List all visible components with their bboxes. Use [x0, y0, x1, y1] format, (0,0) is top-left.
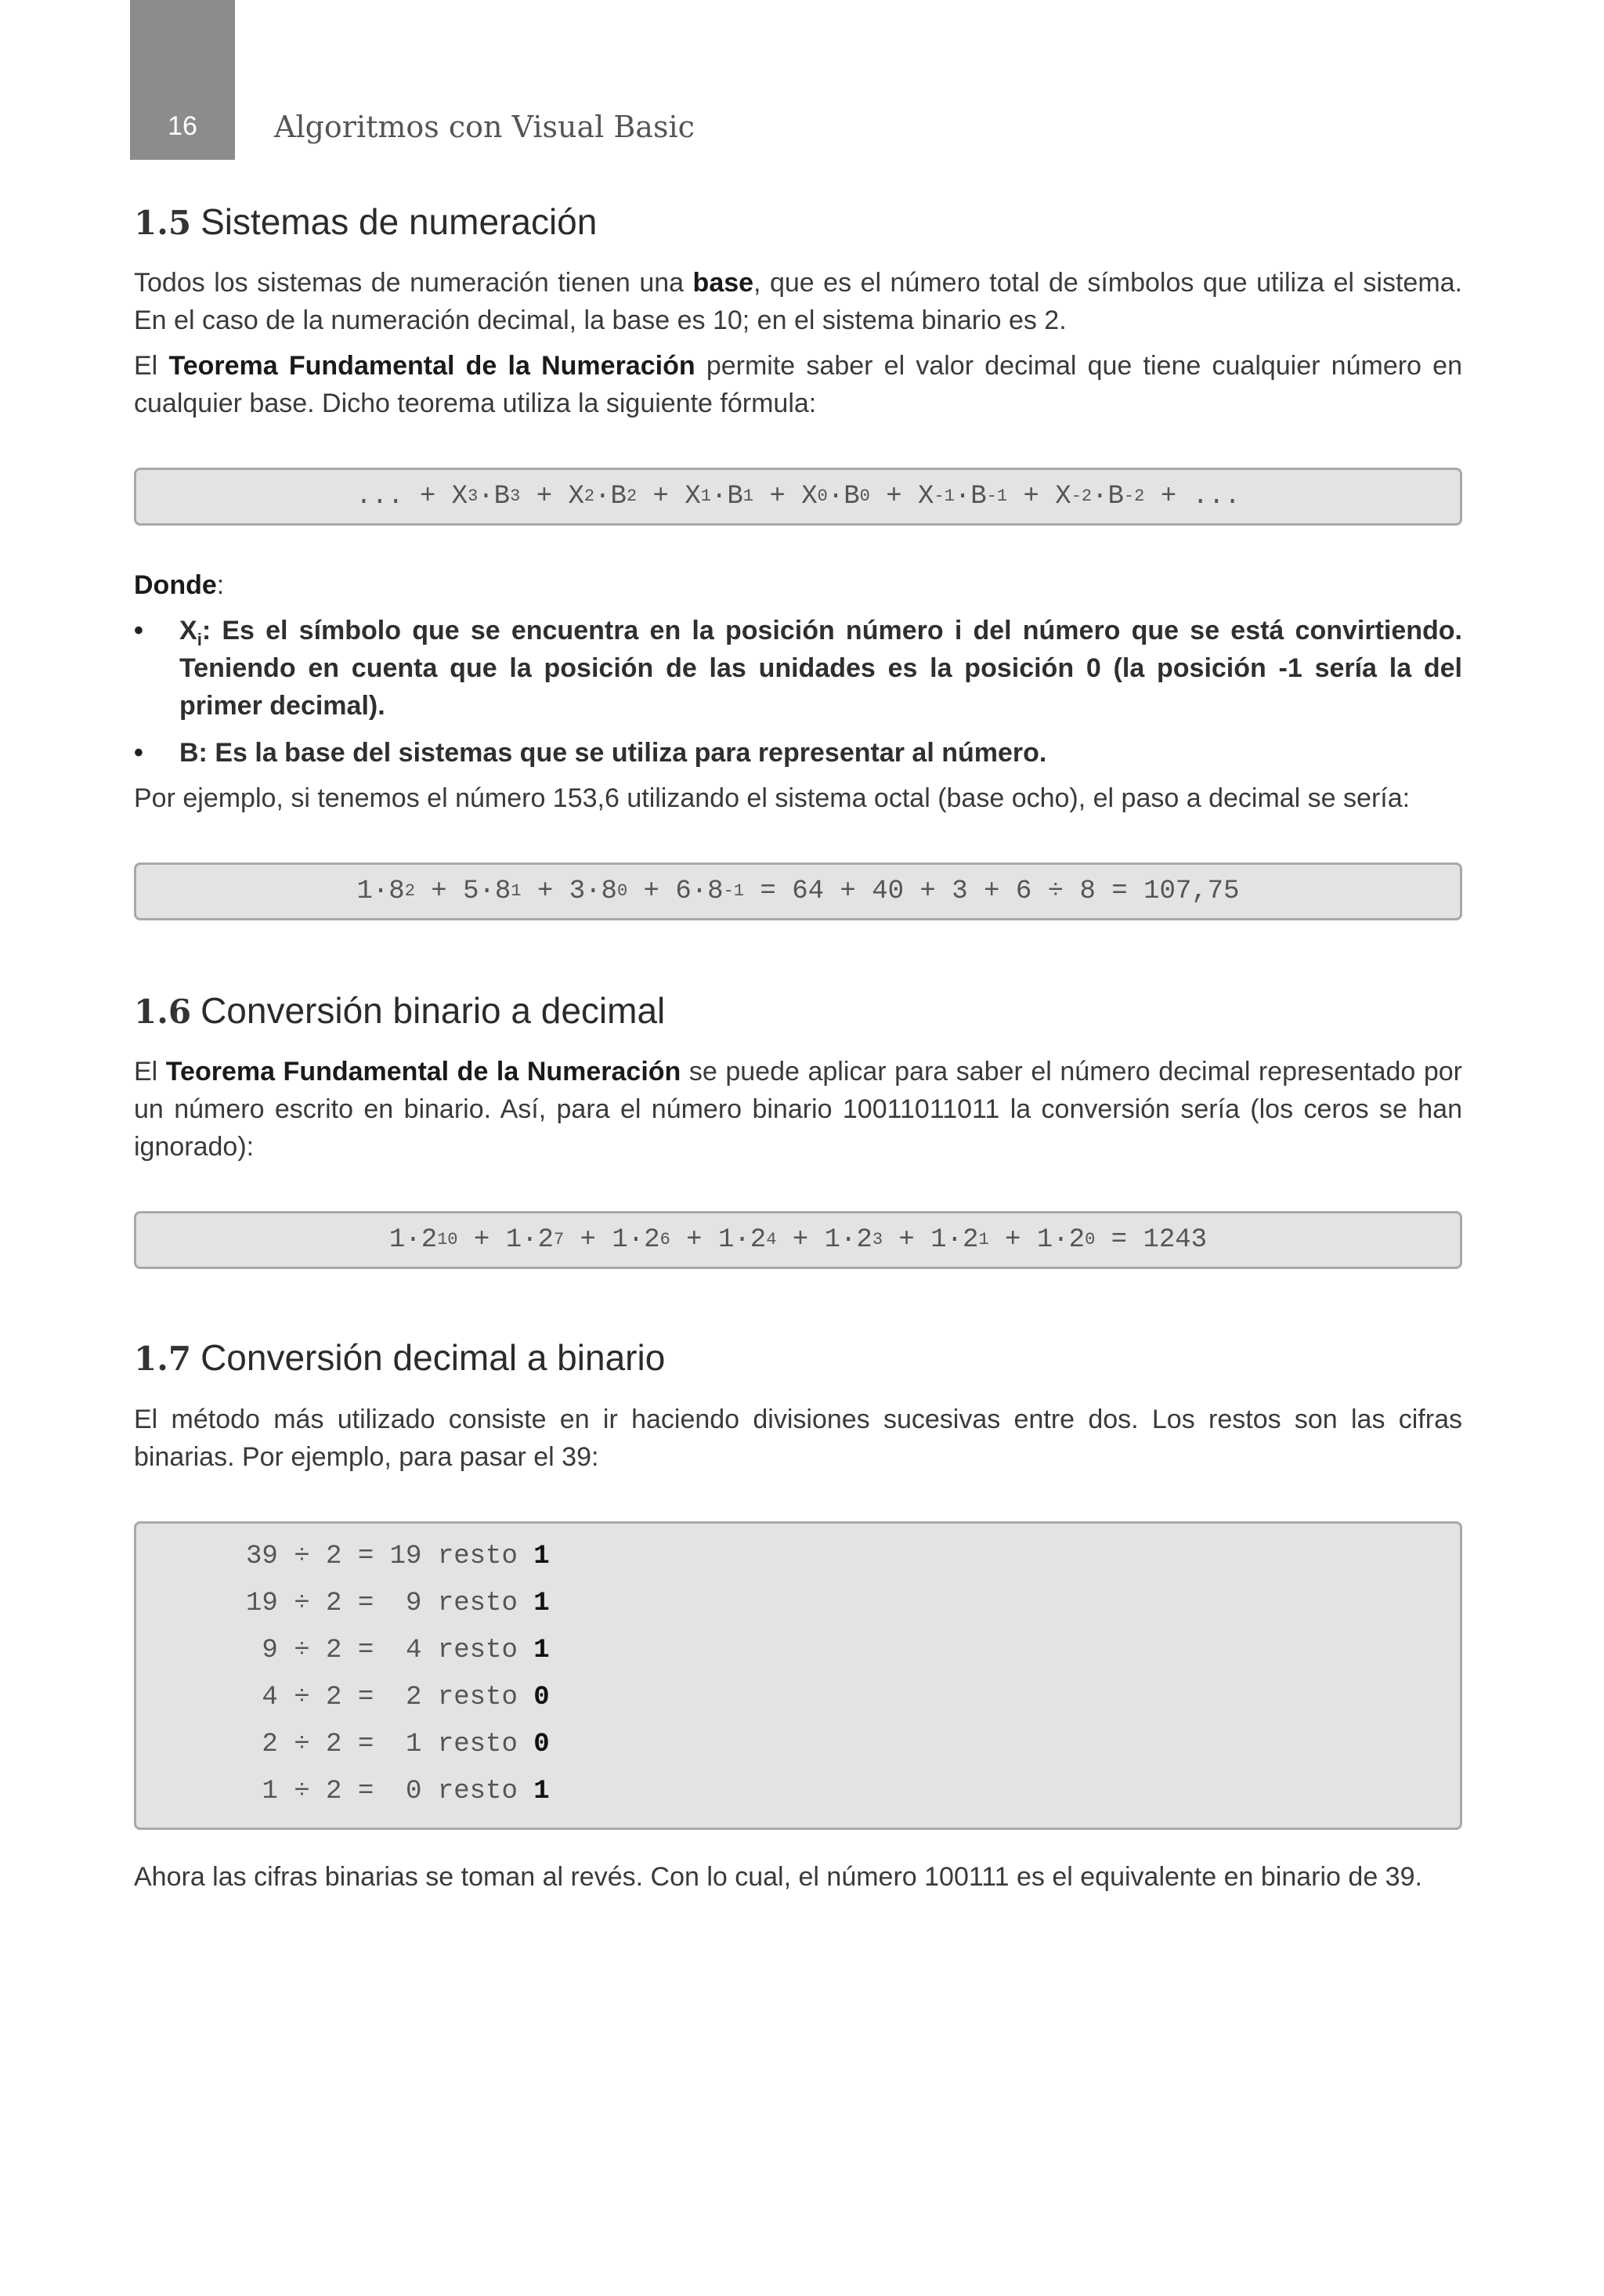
remainder: 1 — [533, 1776, 550, 1806]
paragraph — [134, 1053, 1462, 1166]
formula-part: + 6·8 — [627, 877, 724, 907]
formula-part: ·B — [1092, 482, 1124, 512]
division-box — [134, 1521, 1462, 1830]
formula-part: + 1·2 — [670, 1225, 767, 1256]
formula-part: + ... — [1144, 482, 1241, 512]
paragraph: Por ejemplo, si tenemos el número 153,6 utilizando el sistema octal (base ocho), el paso a decimal se sería: — [134, 783, 1411, 814]
remainder: 0 — [533, 1682, 550, 1712]
bold-term: Teorema Fundamental de la Numeración — [165, 1057, 681, 1087]
page-number: 16 — [168, 111, 197, 141]
formula-part: + X — [520, 482, 584, 512]
formula-part: + 1·2 — [883, 1225, 979, 1256]
section-number: 1.7 — [134, 1340, 192, 1379]
division-row — [246, 1627, 1460, 1674]
formula-part: ... + X — [356, 482, 468, 512]
section-title: Conversión decimal a binario — [200, 1337, 666, 1379]
text: del número que se está convirtiendo. Teniendo en cuenta que la posición de las unidades es la posición 0 (la posición -1 sería la del primer decimal). — [179, 616, 1463, 721]
formula-part: ·B — [710, 482, 743, 512]
division-row — [246, 1768, 1460, 1815]
formula-part: 1·8 — [356, 877, 405, 907]
section-heading-1-5 — [134, 201, 1462, 244]
bold-term: Teorema Fundamental de la Numeración — [168, 351, 695, 381]
section-number: 1.6 — [134, 993, 192, 1032]
division-expression: 2 ÷ 2 = 1 resto — [246, 1729, 534, 1759]
paragraph — [134, 347, 1462, 422]
formula-part: + 1·2 — [776, 1225, 872, 1256]
text: se puede aplicar para saber el número decimal representado por un número escrito en binario. Así, para el número binario 10011011011 la conversión sería (los ceros se han ignorado): — [134, 1057, 1462, 1162]
remainder: 1 — [533, 1541, 550, 1571]
formula-part: + 1·2 — [988, 1225, 1086, 1256]
list-item — [134, 612, 1462, 725]
formula-part: + 5·8 — [414, 877, 511, 907]
text: Todos los sistemas de numeración tienen una — [134, 268, 693, 298]
division-row — [246, 1674, 1460, 1721]
symbol: B: — [179, 738, 208, 768]
section-heading-1-6 — [134, 989, 1462, 1032]
text: permite saber el valor decimal que tiene cualquier número en cualquier base. Dicho teorema utiliza la siguiente fórmula: — [134, 351, 1462, 419]
text: El — [134, 1057, 166, 1087]
symbol: X — [179, 616, 197, 646]
formula-part: ·B — [954, 482, 987, 512]
formula-part: ·B — [478, 482, 511, 512]
division-expression: 9 ÷ 2 = 4 resto — [246, 1635, 534, 1665]
division-expression: 4 ÷ 2 = 2 resto — [246, 1682, 534, 1712]
paragraph: El método más utilizado consiste en ir haciendo divisiones sucesivas entre dos. Los restos son las cifras binarias. Por ejemplo, para pasar el 39: — [134, 1404, 1462, 1472]
remainder: 1 — [533, 1635, 550, 1665]
formula-part: + 1·2 — [564, 1225, 660, 1256]
text: Es la base del sistemas que se utiliza para representar al número. — [207, 738, 1047, 768]
bold-term: Donde — [134, 570, 217, 601]
formula-box: ... + X 3 ·B 3 + X 2 ·B 2 + X 1 ·B 1 + X 0 ·B 0 + X -1 ·B -1 + X -2 ·B -2 + ... — [134, 468, 1462, 526]
formula-part: = 1243 — [1095, 1225, 1208, 1256]
remainder: 0 — [533, 1729, 550, 1759]
formula-part: + 1·2 — [457, 1225, 554, 1256]
division-row — [246, 1721, 1460, 1768]
page-content — [134, 196, 1462, 1896]
list-item — [134, 734, 1462, 772]
section-title: Sistemas de numeración — [200, 201, 598, 242]
section-heading-1-7 — [134, 1336, 1462, 1379]
symbol: i — [954, 616, 963, 646]
paragraph: Ahora las cifras binarias se toman al revés. Con lo cual, el número 100111 es el equivalente en binario de 39. — [134, 1861, 1422, 1892]
formula-part: + X — [637, 482, 701, 512]
section-number: 1.5 — [134, 204, 192, 242]
text: El — [134, 351, 169, 381]
formula-part: + 3·8 — [521, 877, 617, 907]
formula-part: + X — [753, 482, 818, 512]
remainder: 1 — [533, 1588, 550, 1618]
paragraph — [134, 264, 1462, 339]
text: , que es el número total de símbolos que utiliza el sistema. En el caso de la numeración decimal, la base es 10; en el sistema binario es 2. — [134, 268, 1463, 336]
text: : — [201, 616, 211, 646]
formula-part: = 64 + 40 + 3 + 6 ÷ 8 = 107,75 — [743, 877, 1240, 907]
bold-term: base — [692, 268, 754, 298]
section-title: Conversión binario a decimal — [200, 990, 666, 1032]
running-title: Algoritmos con Visual Basic — [274, 110, 695, 144]
division-expression: 1 ÷ 2 = 0 resto — [246, 1776, 534, 1806]
text: Es el símbolo que se encuentra en la posición número — [211, 616, 955, 646]
division-expression: 19 ÷ 2 = 9 resto — [246, 1588, 534, 1618]
formula-part: 1·2 — [388, 1225, 438, 1256]
binary-formula-box: 1·2 10 + 1·2 7 + 1·2 6 + 1·2 4 + 1·2 3 + 1·2 1 + 1·2 0 = 1243 — [134, 1211, 1462, 1269]
formula-part: + X — [869, 482, 934, 512]
formula-part: + X — [1007, 482, 1071, 512]
division-row — [246, 1580, 1460, 1627]
text: : — [216, 570, 225, 601]
example-box: 1·8 2 + 5·8 1 + 3·8 0 + 6·8 -1 = 64 + 40 + 3 + 6 ÷ 8 = 107,75 — [134, 862, 1462, 920]
division-expression: 39 ÷ 2 = 19 resto — [246, 1541, 534, 1571]
subscript: i — [197, 629, 202, 649]
division-row — [246, 1533, 1460, 1580]
formula-part: ·B — [827, 482, 860, 512]
donde-label — [134, 566, 1462, 604]
definition-list — [134, 612, 1462, 772]
formula-part: ·B — [594, 482, 627, 512]
